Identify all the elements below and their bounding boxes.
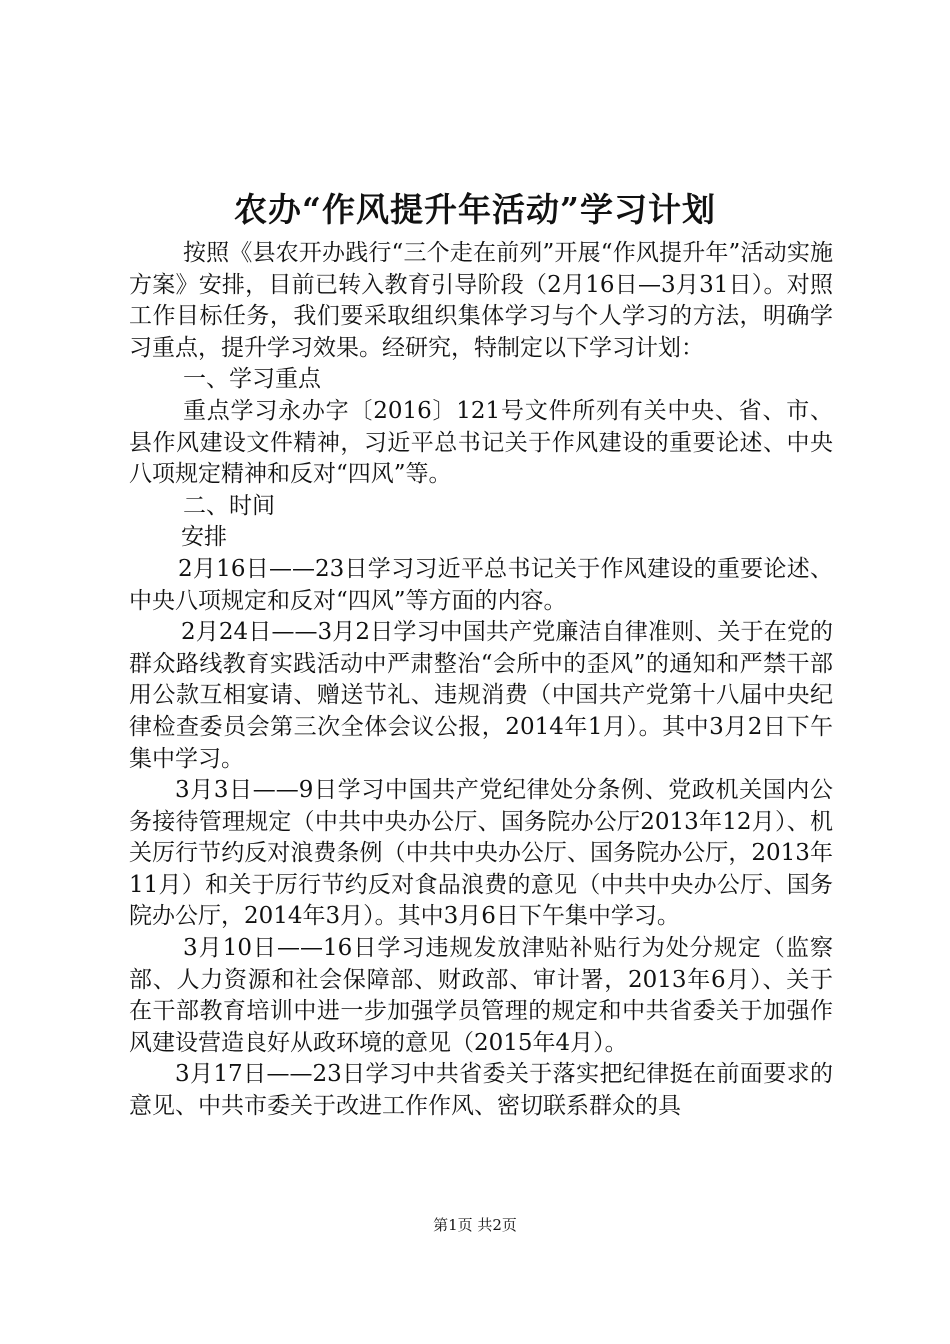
schedule-item-mar-17: 3月17日——23日学习中共省委关于落实把纪律挺在前面要求的意见、中共市委关于改进工作作风、密切联系群众的具: [129, 1061, 833, 1120]
section-heading-arrangement: 安排: [181, 524, 227, 551]
schedule-item-feb-16: 2月16日——23日学习习近平总书记关于作风建设的重要论述、中央八项规定和反对“四风”等方面的内容。: [129, 555, 833, 614]
document-title: 农办“作风提升年活动”学习计划: [234, 190, 716, 229]
schedule-item-mar-10: 3月10日——16日学习违规发放津贴补贴行为处分规定（监察部、人力资源和社会保障部、财政部、审计署，2013年6月）、关于在干部教育培训中进一步加强学员管理的规定和中共省委关于加强作风建设营造良好从政环境的意见（2015年4月）。: [129, 935, 833, 1056]
schedule-item-feb-24: 2月24日——3月2日学习中国共产党廉洁自律准则、关于在党的群众路线教育实践活动中严肃整治“会所中的歪风”的通知和严禁干部用公款互相宴请、赠送节礼、违规消费（中国共产党第十八届中央纪律检查委员会第三次全体会议公报，2014年1月）。其中3月2日下午集中学习。: [129, 619, 833, 772]
schedule-item-mar-3: 3月3日——9日学习中国共产党纪律处分条例、党政机关国内公务接待管理规定（中共中央办公厅、国务院办公厅2013年12月）、机关厉行节约反对浪费条例（中共中央办公厅、国务院办公厅，2013年11月）和关于厉行节约反对食品浪费的意见（中共中央办公厅、国务院办公厅，2014年3月）。其中3月6日下午集中学习。: [129, 777, 833, 930]
study-focus-paragraph: 重点学习永办字〔2016〕121号文件所列有关中央、省、市、县作风建设文件精神，习近平总书记关于作风建设的重要论述、中央八项规定精神和反对“四风”等。: [129, 397, 833, 488]
section-heading-study-focus: 一、学习重点: [183, 366, 321, 393]
section-heading-time: 二、时间: [183, 492, 275, 519]
document-body: [129, 238, 833, 1123]
intro-paragraph: 按照《县农开办践行“三个走在前列”开展“作风提升年”活动实施方案》安排，目前已转入教育引导阶段（2月16日—3月31日）。对照工作目标任务，我们要采取组织集体学习与个人学习的方法，明确学习重点，提升学习效果。经研究，特制定以下学习计划：: [129, 240, 833, 361]
page-number-footer: 第1页 共2页: [433, 1216, 517, 1234]
